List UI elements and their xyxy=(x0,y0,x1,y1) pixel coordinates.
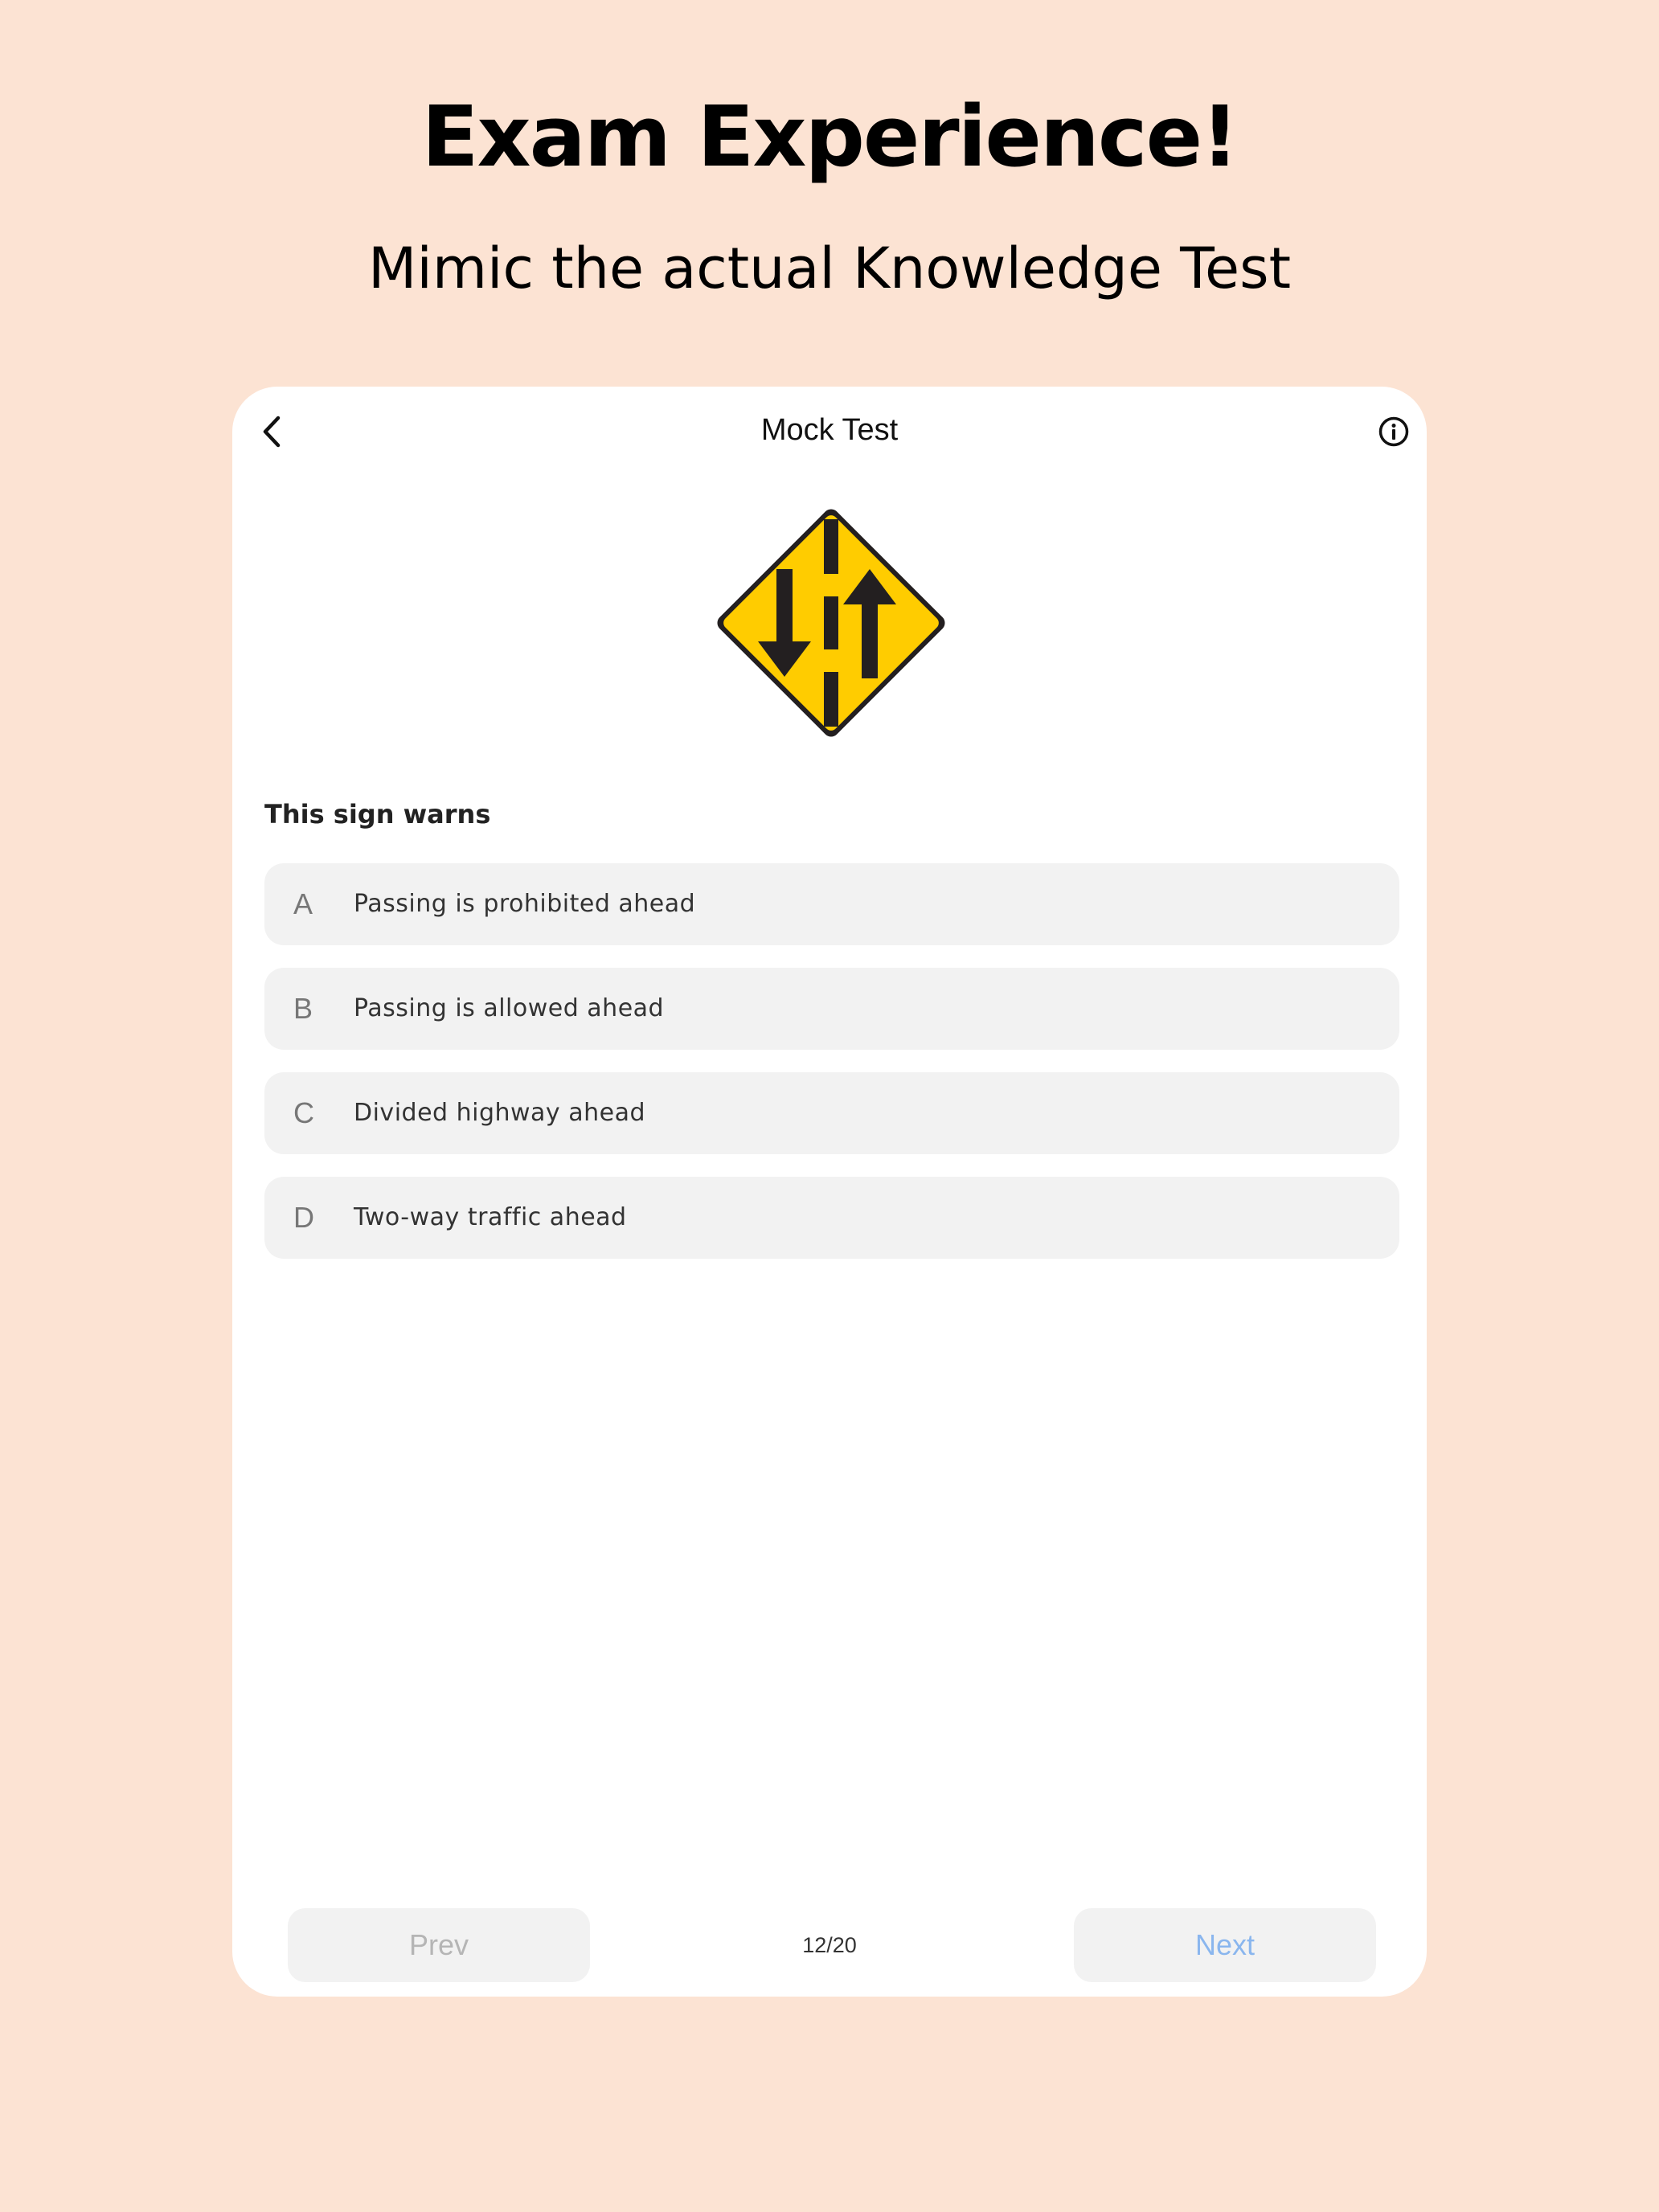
footer-navigation xyxy=(232,1908,1427,1982)
info-circle-icon xyxy=(1378,416,1410,448)
info-button[interactable] xyxy=(1371,409,1416,454)
option-label: Passing is allowed ahead xyxy=(354,994,665,1022)
answer-options xyxy=(264,863,1399,1281)
prev-button[interactable]: Prev xyxy=(288,1908,590,1982)
option-a[interactable] xyxy=(264,863,1399,945)
option-letter: B xyxy=(293,992,313,1025)
option-d[interactable] xyxy=(264,1177,1399,1259)
question-progress: 12/20 xyxy=(802,1933,857,1957)
two-way-traffic-sign-icon xyxy=(698,490,964,756)
next-button[interactable]: Next xyxy=(1074,1908,1376,1982)
question-text: This sign warns xyxy=(264,799,491,830)
option-letter: A xyxy=(293,887,313,920)
option-letter: D xyxy=(293,1201,314,1234)
page-title: Mock Test xyxy=(760,413,899,447)
option-b[interactable] xyxy=(264,968,1399,1050)
option-c[interactable] xyxy=(264,1072,1399,1154)
option-label: Two-way traffic ahead xyxy=(354,1203,627,1231)
option-label: Passing is prohibited ahead xyxy=(354,890,696,918)
option-letter: C xyxy=(293,1096,314,1129)
hero-title: Exam Experience! xyxy=(421,88,1238,186)
option-label: Divided highway ahead xyxy=(354,1099,645,1127)
nav-bar xyxy=(232,387,1427,475)
app-screen xyxy=(232,387,1427,1997)
hero-subtitle: Mimic the actual Knowledge Test xyxy=(367,236,1292,301)
